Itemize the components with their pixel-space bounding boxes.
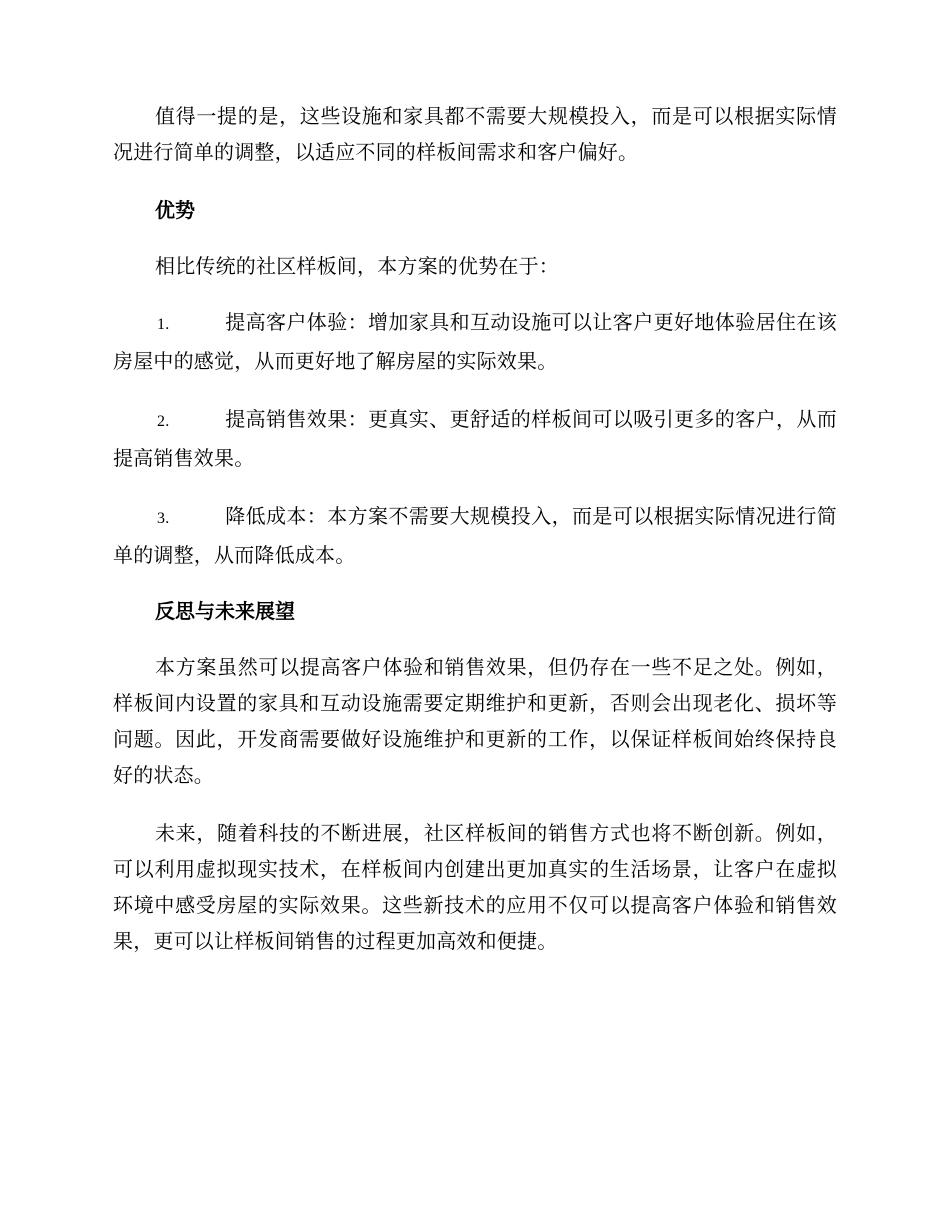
list-text: 提高销售效果：更真实、更舒适的样板间可以吸引更多的客户，从而提高销售效果。: [113, 407, 837, 470]
paragraph-facilities-note: 值得一提的是，这些设施和家具都不需要大规模投入，而是可以根据实际情况进行简单的调整，以适应不同的样板间需求和客户偏好。: [113, 104, 837, 164]
list-item-1: [113, 304, 837, 379]
list-item-3: [113, 498, 837, 573]
list-text: 降低成本：本方案不需要大规模投入，而是可以根据实际情况进行简单的调整，从而降低成本。: [113, 504, 837, 567]
paragraph-advantage-intro: 相比传统的社区样板间，本方案的优势在于：: [155, 254, 559, 278]
list-item-2: [113, 401, 837, 476]
paragraph-reflection: 本方案虽然可以提高客户体验和销售效果，但仍存在一些不足之处。例如，样板间内设置的家具和互动设施需要定期维护和更新，否则会出现老化、损坏等问题。因此，开发商需要做好设施维护和更新的工作，以保证样板间始终保持良好的状态。: [113, 655, 837, 787]
paragraph-future: 未来，随着科技的不断进展，社区样板间的销售方式也将不断创新。例如，可以利用虚拟现实技术，在样板间内创建出更加真实的生活场景，让客户在虚拟环境中感受房屋的实际效果。这些新技术的应用不仅可以提高客户体验和销售效果，更可以让样板间销售的过程更加高效和便捷。: [113, 821, 837, 953]
list-number: 2.: [157, 413, 170, 430]
heading-reflection: 反思与未来展望: [155, 599, 295, 623]
list-number: 1.: [157, 316, 170, 333]
list-text: 提高客户体验：增加家具和互动设施可以让客户更好地体验居住在该房屋中的感觉，从而更好地了解房屋的实际效果。: [113, 310, 837, 373]
document-page: [113, 98, 837, 959]
heading-advantage: 优势: [155, 198, 195, 222]
list-number: 3.: [157, 510, 170, 527]
